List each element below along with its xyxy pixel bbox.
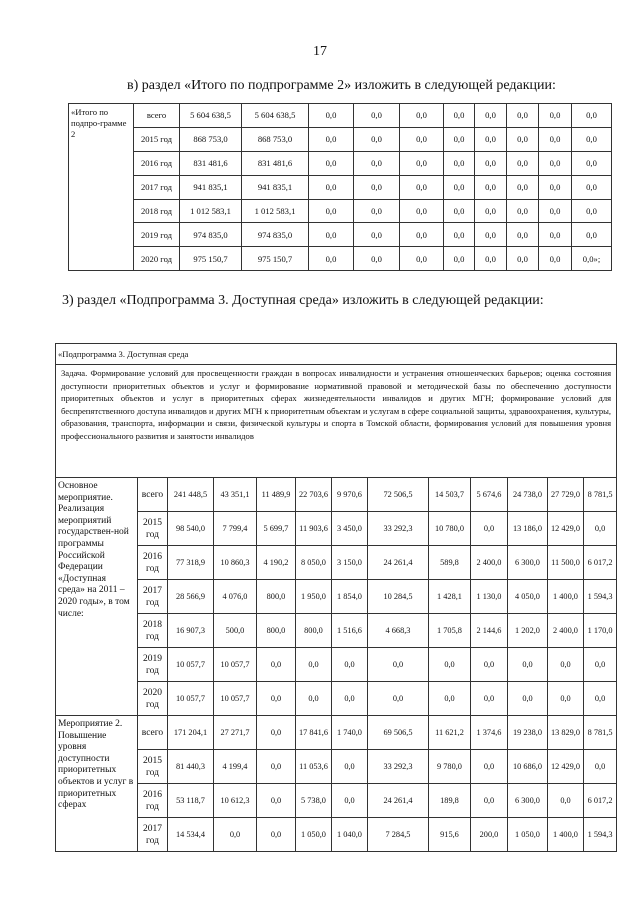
value-cell: 11 621,2 <box>429 716 471 750</box>
value-cell: 0,0 <box>507 104 539 128</box>
year-cell: 2017 год <box>134 175 180 199</box>
table-row <box>56 682 617 716</box>
page-number: 17 <box>313 44 327 59</box>
value-cell: 0,0 <box>309 104 354 128</box>
value-cell: 0,0 <box>354 104 400 128</box>
value-cell: 7 284,5 <box>368 818 429 852</box>
value-cell: 0,0 <box>332 682 368 716</box>
value-cell: 589,8 <box>429 546 471 580</box>
value-cell: 0,0 <box>572 127 612 151</box>
value-cell: 27 729,0 <box>548 478 584 512</box>
year-cell: 2015 год <box>138 512 168 546</box>
value-cell: 171 204,1 <box>168 716 214 750</box>
value-cell: 0,0 <box>444 247 475 271</box>
value-cell: 974 835,0 <box>180 223 242 247</box>
value-cell: 0,0 <box>400 127 444 151</box>
value-cell: 8 781,5 <box>584 478 617 512</box>
value-cell: 0,0 <box>548 784 584 818</box>
year-cell: 2019 год <box>138 648 168 682</box>
section-heading-itogo: в) раздел «Итого по подпрограмме 2» изложить в следующей редакции: <box>127 78 556 93</box>
year-cell: 2016 год <box>138 546 168 580</box>
value-cell: 4 668,3 <box>368 614 429 648</box>
value-cell: 0,0 <box>400 247 444 271</box>
value-cell: 24 261,4 <box>368 784 429 818</box>
value-cell: 0,0 <box>584 682 617 716</box>
year-cell: 2015 год <box>134 127 180 151</box>
value-cell: 1 428,1 <box>429 580 471 614</box>
value-cell: 2 400,0 <box>548 614 584 648</box>
value-cell: 941 835,1 <box>180 175 242 199</box>
value-cell: 189,8 <box>429 784 471 818</box>
value-cell: 0,0 <box>444 127 475 151</box>
value-cell: 1 050,0 <box>508 818 548 852</box>
year-cell: 2018 год <box>134 199 180 223</box>
value-cell: 5 674,6 <box>471 478 508 512</box>
value-cell: 7 799,4 <box>214 512 257 546</box>
value-cell: 13 829,0 <box>548 716 584 750</box>
value-cell: 0,0 <box>572 175 612 199</box>
value-cell: 1 130,0 <box>471 580 508 614</box>
year-cell: всего <box>138 478 168 512</box>
value-cell: 24 261,4 <box>368 546 429 580</box>
value-cell: 0,0 <box>400 104 444 128</box>
value-cell: 33 292,3 <box>368 750 429 784</box>
value-cell: 868 753,0 <box>242 127 309 151</box>
value-cell: 1 950,0 <box>296 580 332 614</box>
value-cell: 0,0 <box>368 682 429 716</box>
task-description: Задача. Формирование условий для просвещенности граждан в вопросах инвалидности и устранения отношенческих барьеров; оценка состояния доступности приоритетных объектов и услуг и формирование нормативной правовой и методической базы по обеспечению доступности приоритетных объектов и услуг в приоритетных сферах жизнедеятельности инвалидов и других МГН; формирование условий для беспрепятственного доступа инвалидов и других МГН к приоритетным объектам и услугам в сфере социальной защиты, здравоохранения, культуры, образования, транспорта, информации и связи, физической культуры и спорта в Томской области, формирования условий для повышения уровня профессионального развития и занятости инвалидов <box>56 365 617 478</box>
value-cell: 10 612,3 <box>214 784 257 818</box>
value-cell: 0,0 <box>507 223 539 247</box>
value-cell: 0,0 <box>444 104 475 128</box>
value-cell: 0,0 <box>584 512 617 546</box>
value-cell: 0,0 <box>572 104 612 128</box>
value-cell: 5 699,7 <box>257 512 296 546</box>
value-cell: 0,0 <box>572 151 612 175</box>
value-cell: 16 907,3 <box>168 614 214 648</box>
value-cell: 1 400,0 <box>548 818 584 852</box>
value-cell: 14 534,4 <box>168 818 214 852</box>
table-row <box>56 784 617 818</box>
value-cell: 11 053,6 <box>296 750 332 784</box>
value-cell: 19 238,0 <box>508 716 548 750</box>
value-cell: 0,0 <box>332 648 368 682</box>
value-cell: 53 118,7 <box>168 784 214 818</box>
value-cell: 241 448,5 <box>168 478 214 512</box>
value-cell: 6 017,2 <box>584 784 617 818</box>
value-cell: 6 017,2 <box>584 546 617 580</box>
value-cell: 800,0 <box>296 614 332 648</box>
value-cell: 8 050,0 <box>296 546 332 580</box>
value-cell: 0,0 <box>214 818 257 852</box>
value-cell: 1 374,6 <box>471 716 508 750</box>
value-cell: 3 450,0 <box>332 512 368 546</box>
value-cell: 0,0 <box>572 223 612 247</box>
value-cell: 0,0 <box>507 199 539 223</box>
value-cell: 3 150,0 <box>332 546 368 580</box>
value-cell: 1 705,8 <box>429 614 471 648</box>
table-row <box>56 478 617 512</box>
table-row <box>69 199 612 223</box>
value-cell: 1 594,3 <box>584 580 617 614</box>
value-cell: 975 150,7 <box>180 247 242 271</box>
value-cell: 6 300,0 <box>508 546 548 580</box>
value-cell: 0,0 <box>508 682 548 716</box>
table-row <box>56 512 617 546</box>
value-cell: 8 781,5 <box>584 716 617 750</box>
value-cell: 0,0 <box>368 648 429 682</box>
value-cell: 0,0 <box>539 104 572 128</box>
value-cell: 1 012 583,1 <box>242 199 309 223</box>
value-cell: 27 271,7 <box>214 716 257 750</box>
value-cell: 0,0 <box>444 175 475 199</box>
value-cell: 0,0 <box>539 199 572 223</box>
value-cell: 12 429,0 <box>548 512 584 546</box>
value-cell: 0,0 <box>354 199 400 223</box>
value-cell: 0,0 <box>309 175 354 199</box>
value-cell: 975 150,7 <box>242 247 309 271</box>
value-cell: 1 854,0 <box>332 580 368 614</box>
value-cell: 0,0 <box>444 223 475 247</box>
value-cell: 0,0 <box>257 682 296 716</box>
value-cell: 2 144,6 <box>471 614 508 648</box>
year-cell: 2019 год <box>134 223 180 247</box>
year-cell: 2020 год <box>134 247 180 271</box>
value-cell: 0,0 <box>309 199 354 223</box>
value-cell: 10 780,0 <box>429 512 471 546</box>
value-cell: 1 012 583,1 <box>180 199 242 223</box>
value-cell: 0,0 <box>475 223 507 247</box>
value-cell: 941 835,1 <box>242 175 309 199</box>
value-cell: 1 170,0 <box>584 614 617 648</box>
value-cell: 0,0 <box>296 648 332 682</box>
value-cell: 11 489,9 <box>257 478 296 512</box>
value-cell: 0,0 <box>257 784 296 818</box>
value-cell: 0,0 <box>548 648 584 682</box>
table-row <box>56 818 617 852</box>
subprogram-title: «Подпрограмма 3. Доступная среда <box>56 344 617 365</box>
value-cell: 4 190,2 <box>257 546 296 580</box>
value-cell: 10 686,0 <box>508 750 548 784</box>
value-cell: 9 970,6 <box>332 478 368 512</box>
value-cell: 10 057,7 <box>168 682 214 716</box>
value-cell: 0,0 <box>354 223 400 247</box>
value-cell: 0,0 <box>539 247 572 271</box>
value-cell: 5 738,0 <box>296 784 332 818</box>
value-cell: 0,0 <box>354 127 400 151</box>
value-cell: 1 594,3 <box>584 818 617 852</box>
value-cell: 0,0 <box>296 682 332 716</box>
value-cell: 0,0 <box>309 151 354 175</box>
value-cell: 81 440,3 <box>168 750 214 784</box>
year-cell: 2018 год <box>138 614 168 648</box>
value-cell: 12 429,0 <box>548 750 584 784</box>
table-row <box>56 546 617 580</box>
main-activity-label: Основное мероприятие. Реализация мероприятий государствен-ной программы Российской Федерации «Доступная среда» на 2011 – 2020 годы», в том числе: <box>56 478 138 716</box>
value-cell: 0,0 <box>471 682 508 716</box>
activity-2-label: Мероприятие 2. Повышение уровня доступности приоритетных объектов и услуг в приоритетных сферах <box>56 716 138 852</box>
value-cell: 0,0 <box>309 127 354 151</box>
value-cell: 24 738,0 <box>508 478 548 512</box>
value-cell: 6 300,0 <box>508 784 548 818</box>
value-cell: 0,0 <box>444 151 475 175</box>
value-cell: 4 050,0 <box>508 580 548 614</box>
value-cell: 17 841,6 <box>296 716 332 750</box>
value-cell: 1 202,0 <box>508 614 548 648</box>
value-cell: 10 284,5 <box>368 580 429 614</box>
table-row <box>56 716 617 750</box>
value-cell: 0,0 <box>309 223 354 247</box>
value-cell: 72 506,5 <box>368 478 429 512</box>
value-cell: 0,0 <box>354 247 400 271</box>
value-cell: 868 753,0 <box>180 127 242 151</box>
value-cell: 0,0 <box>257 648 296 682</box>
value-cell: 974 835,0 <box>242 223 309 247</box>
value-cell: 0,0 <box>475 127 507 151</box>
table-row <box>56 614 617 648</box>
value-cell: 0,0 <box>354 151 400 175</box>
value-cell: 0,0 <box>400 199 444 223</box>
value-cell: 0,0 <box>475 199 507 223</box>
value-cell: 915,6 <box>429 818 471 852</box>
value-cell: 0,0 <box>257 716 296 750</box>
value-cell: 4 199,4 <box>214 750 257 784</box>
table-row <box>69 127 612 151</box>
value-cell: 0,0 <box>471 648 508 682</box>
value-cell: 0,0 <box>507 175 539 199</box>
value-cell: 0,0 <box>475 151 507 175</box>
table-row <box>56 648 617 682</box>
value-cell: 1 050,0 <box>296 818 332 852</box>
value-cell: 2 400,0 <box>471 546 508 580</box>
value-cell: 831 481,6 <box>180 151 242 175</box>
value-cell: 10 057,7 <box>214 648 257 682</box>
value-cell: 0,0 <box>539 151 572 175</box>
year-cell: 2015 год <box>138 750 168 784</box>
value-cell: 0,0 <box>475 175 507 199</box>
table-row <box>56 750 617 784</box>
value-cell: 0,0 <box>400 175 444 199</box>
value-cell: 10 057,7 <box>214 682 257 716</box>
year-cell: 2016 год <box>134 151 180 175</box>
value-cell: 69 506,5 <box>368 716 429 750</box>
value-cell: 0,0 <box>332 784 368 818</box>
value-cell: 22 703,6 <box>296 478 332 512</box>
value-cell: 10 860,3 <box>214 546 257 580</box>
value-cell: 1 040,0 <box>332 818 368 852</box>
value-cell: 0,0 <box>508 648 548 682</box>
value-cell: 0,0 <box>572 199 612 223</box>
year-cell: всего <box>134 104 180 128</box>
table-row <box>69 151 612 175</box>
value-cell: 0,0 <box>584 750 617 784</box>
value-cell: 0,0 <box>584 648 617 682</box>
itogo-table <box>68 103 612 271</box>
value-cell: 0,0 <box>539 223 572 247</box>
value-cell: 0,0 <box>475 247 507 271</box>
table-row <box>69 223 612 247</box>
value-cell: 0,0 <box>548 682 584 716</box>
value-cell: 11 903,6 <box>296 512 332 546</box>
value-cell: 500,0 <box>214 614 257 648</box>
value-cell: 1 516,6 <box>332 614 368 648</box>
value-cell: 0,0»; <box>572 247 612 271</box>
value-cell: 0,0 <box>539 175 572 199</box>
value-cell: 10 057,7 <box>168 648 214 682</box>
value-cell: 200,0 <box>471 818 508 852</box>
value-cell: 0,0 <box>475 104 507 128</box>
table-row <box>69 175 612 199</box>
value-cell: 5 604 638,5 <box>242 104 309 128</box>
value-cell: 11 500,0 <box>548 546 584 580</box>
value-cell: 0,0 <box>429 648 471 682</box>
value-cell: 0,0 <box>309 247 354 271</box>
value-cell: 1 740,0 <box>332 716 368 750</box>
value-cell: 5 604 638,5 <box>180 104 242 128</box>
value-cell: 0,0 <box>471 512 508 546</box>
table-row <box>69 104 612 128</box>
subprogram-3-table <box>55 343 617 852</box>
value-cell: 13 186,0 <box>508 512 548 546</box>
year-cell: 2016 год <box>138 784 168 818</box>
year-cell: 2017 год <box>138 580 168 614</box>
value-cell: 0,0 <box>429 682 471 716</box>
value-cell: 0,0 <box>471 750 508 784</box>
value-cell: 800,0 <box>257 614 296 648</box>
value-cell: 33 292,3 <box>368 512 429 546</box>
value-cell: 0,0 <box>444 199 475 223</box>
itogo-label: «Итого по подпро-грамме 2 <box>69 104 134 271</box>
year-cell: 2020 год <box>138 682 168 716</box>
value-cell: 0,0 <box>471 784 508 818</box>
value-cell: 0,0 <box>507 247 539 271</box>
value-cell: 1 400,0 <box>548 580 584 614</box>
value-cell: 831 481,6 <box>242 151 309 175</box>
value-cell: 77 318,9 <box>168 546 214 580</box>
value-cell: 14 503,7 <box>429 478 471 512</box>
year-cell: 2017 год <box>138 818 168 852</box>
value-cell: 800,0 <box>257 580 296 614</box>
value-cell: 0,0 <box>354 175 400 199</box>
value-cell: 0,0 <box>257 750 296 784</box>
table-row <box>56 580 617 614</box>
value-cell: 0,0 <box>257 818 296 852</box>
section-heading-subprogram-3: 3) раздел «Подпрограмма 3. Доступная среда» изложить в следующей редакции: <box>62 293 544 308</box>
value-cell: 0,0 <box>332 750 368 784</box>
year-cell: всего <box>138 716 168 750</box>
value-cell: 0,0 <box>507 151 539 175</box>
value-cell: 0,0 <box>400 151 444 175</box>
value-cell: 0,0 <box>539 127 572 151</box>
value-cell: 0,0 <box>507 127 539 151</box>
value-cell: 0,0 <box>400 223 444 247</box>
value-cell: 28 566,9 <box>168 580 214 614</box>
table-row <box>69 247 612 271</box>
value-cell: 9 780,0 <box>429 750 471 784</box>
value-cell: 43 351,1 <box>214 478 257 512</box>
value-cell: 4 076,0 <box>214 580 257 614</box>
value-cell: 98 540,0 <box>168 512 214 546</box>
